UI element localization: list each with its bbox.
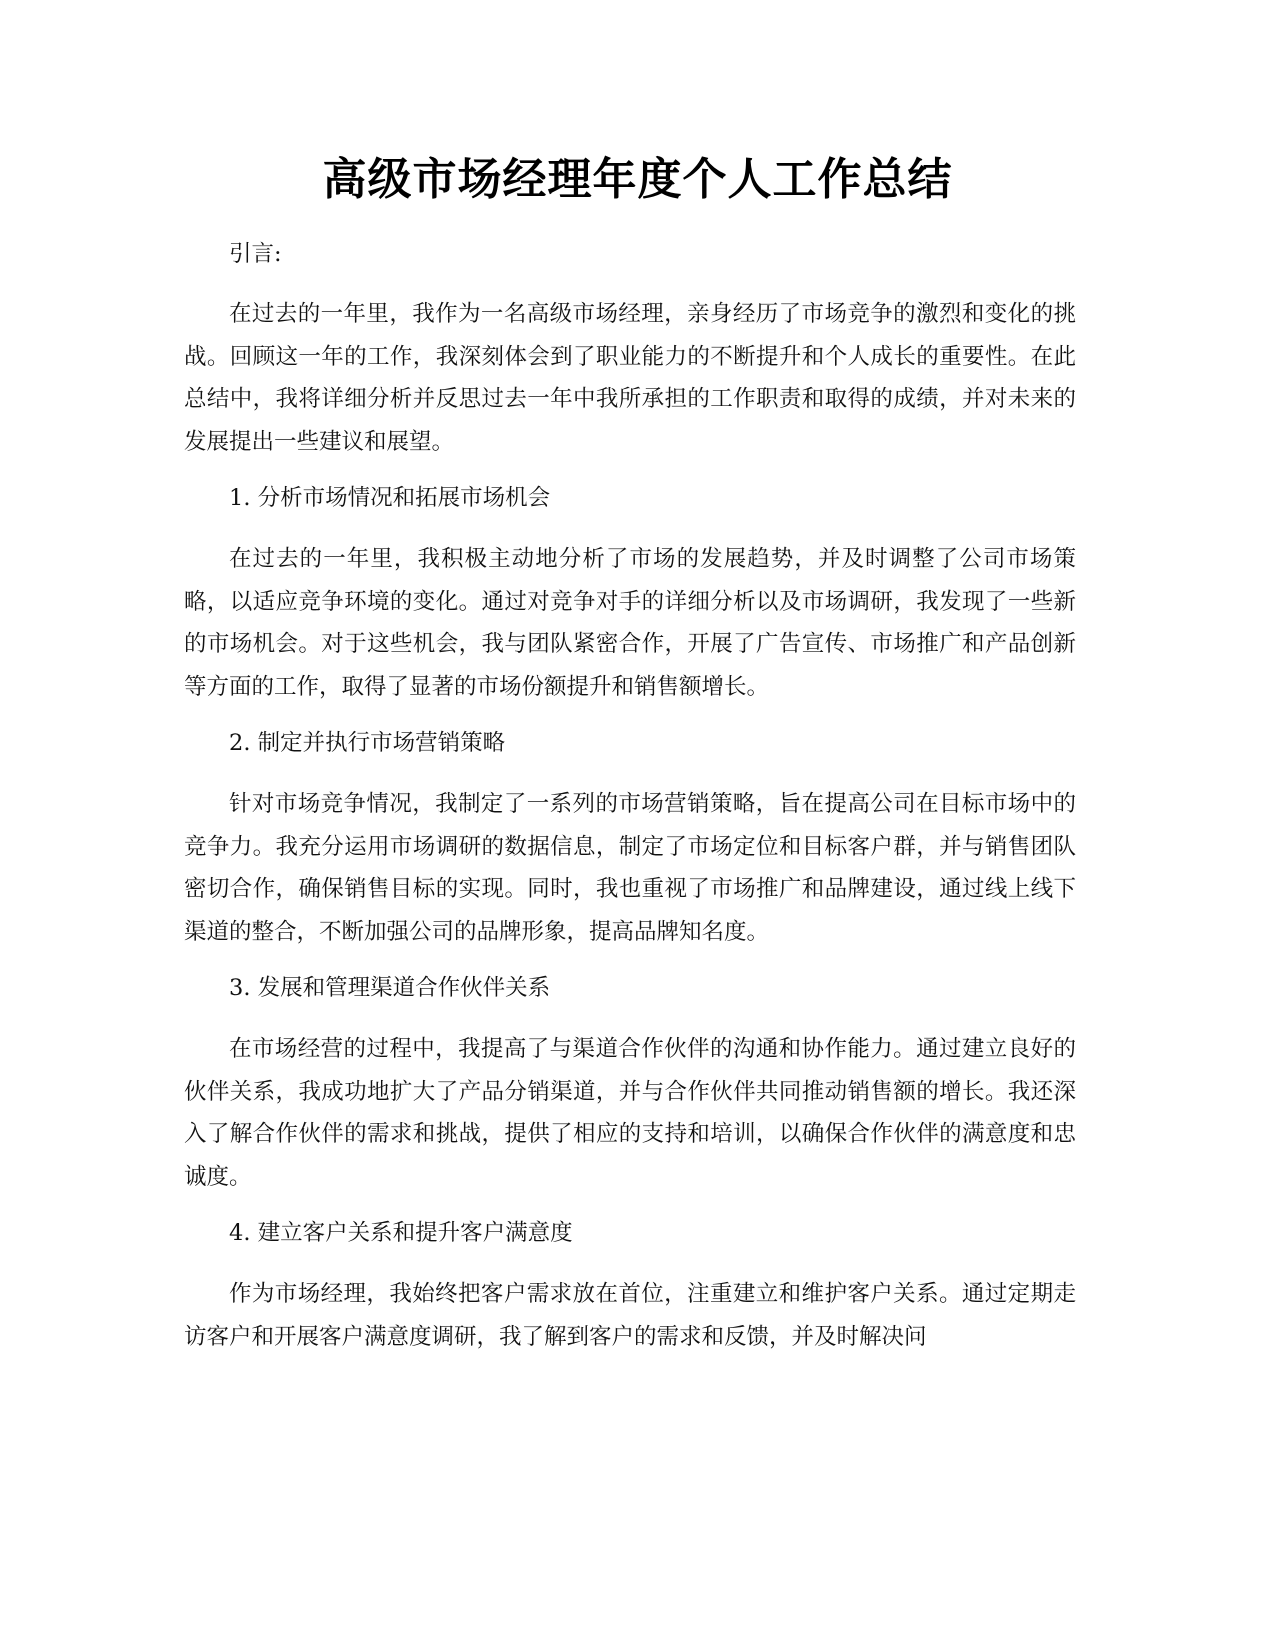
- section-paragraph-2: 针对市场竞争情况，我制定了一系列的市场营销策略，旨在提高公司在目标市场中的竞争力。我充分运用市场调研的数据信息，制定了市场定位和目标客户群，并与销售团队密切合作，确保销售目标的实现。同时，我也重视了市场推广和品牌建设，通过线上线下渠道的整合，不断加强公司的品牌形象，提高品牌知名度。: [184, 791, 1076, 945]
- intro-label: 引言:: [229, 241, 282, 267]
- section-paragraph-1: 在过去的一年里，我积极主动地分析了市场的发展趋势，并及时调整了公司市场策略，以适应竞争环境的变化。通过对竞争对手的详细分析以及市场调研，我发现了一些新的市场机会。对于这些机会，我与团队紧密合作，开展了广告宣传、市场推广和产品创新等方面的工作，取得了显著的市场份额提升和销售额增长。: [184, 546, 1076, 700]
- section-heading-4: 4. 建立客户关系和提升客户满意度: [229, 1220, 573, 1246]
- section-heading-1: 1. 分析市场情况和拓展市场机会: [229, 485, 551, 511]
- section-heading-2: 2. 制定并执行市场营销策略: [229, 730, 506, 756]
- section-heading-3: 3. 发展和管理渠道合作伙伴关系: [229, 975, 551, 1001]
- intro-paragraph: 在过去的一年里，我作为一名高级市场经理，亲身经历了市场竞争的激烈和变化的挑战。回顾这一年的工作，我深刻体会到了职业能力的不断提升和个人成长的重要性。在此总结中，我将详细分析并反思过去一年中我所承担的工作职责和取得的成绩，并对未来的发展提出一些建议和展望。: [184, 301, 1076, 455]
- section-paragraph-3: 在市场经营的过程中，我提高了与渠道合作伙伴的沟通和协作能力。通过建立良好的伙伴关系，我成功地扩大了产品分销渠道，并与合作伙伴共同推动销售额的增长。我还深入了解合作伙伴的需求和挑战，提供了相应的支持和培训，以确保合作伙伴的满意度和忠诚度。: [184, 1036, 1076, 1190]
- section-paragraph-4: 作为市场经理，我始终把客户需求放在首位，注重建立和维护客户关系。通过定期走访客户和开展客户满意度调研，我了解到客户的需求和反馈，并及时解决问: [184, 1281, 1076, 1350]
- document-title: 高级市场经理年度个人工作总结: [322, 154, 953, 205]
